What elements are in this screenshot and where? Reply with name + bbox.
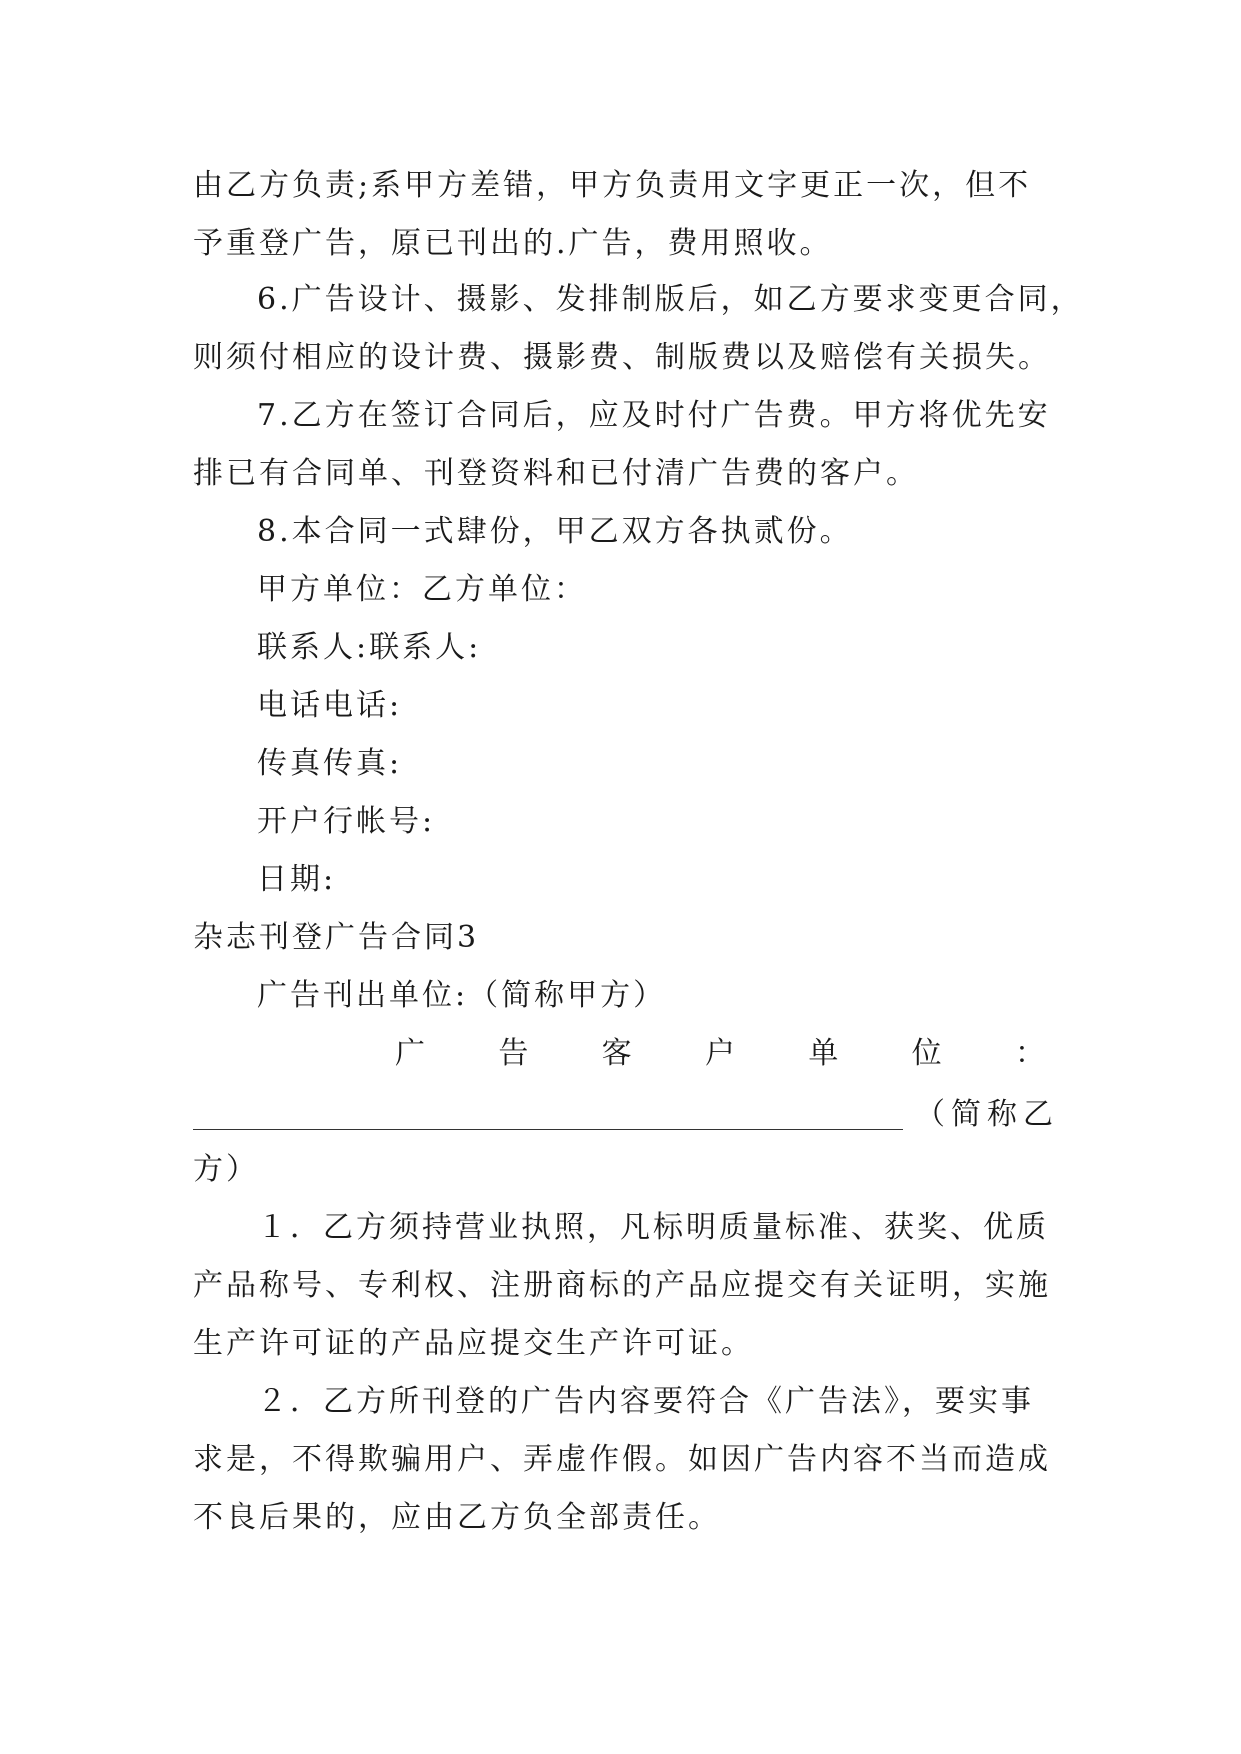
abbreviation-label: （简称乙	[915, 1097, 1059, 1132]
paragraph-line: 则须付相应的设计费、摄影费、制版费以及赔偿有关损失。	[193, 340, 1051, 375]
client-unit-char: 位	[911, 1036, 942, 1071]
client-unit-blank-row	[193, 1095, 1059, 1135]
client-unit-char: 广	[395, 1036, 425, 1071]
client-unit-char: 客	[601, 1036, 632, 1071]
paragraph-line: 求是，不得欺骗用户、弄虚作假。如因广告内容不当而造成	[193, 1442, 1051, 1477]
fill-in-blank-line	[193, 1129, 903, 1130]
fax-line: 传真传真:	[257, 746, 403, 781]
paragraph-line: 排已有合同单、刊登资料和已付清广告费的客户。	[193, 456, 919, 491]
client-unit-char: 单	[808, 1036, 839, 1071]
party-unit-line: 甲方单位：乙方单位：	[257, 572, 587, 607]
client-unit-line	[395, 1034, 1045, 1074]
clause-6-line: 6.广告设计、摄影、发排制版后，如乙方要求变更合同，	[257, 282, 1084, 317]
paragraph-line: 不良后果的，应由乙方负全部责任。	[193, 1500, 721, 1535]
paragraph-line: 产品称号、专利权、注册商标的产品应提交有关证明，实施	[193, 1268, 1051, 1303]
paragraph-line: 由乙方负责;系甲方差错，甲方负责用文字更正一次，但不	[193, 168, 1032, 203]
paragraph-line: 方）	[193, 1152, 259, 1187]
client-unit-char: ：	[1014, 1036, 1045, 1071]
date-line: 日期:	[257, 862, 337, 897]
clause-1-line: １．乙方须持营业执照，凡标明质量标准、获奖、优质	[257, 1210, 1049, 1245]
phone-line: 电话电话:	[257, 688, 403, 723]
paragraph-line: 予重登广告，原已刊出的.广告，费用照收。	[193, 226, 833, 261]
paragraph-line: 生产许可证的产品应提交生产许可证。	[193, 1326, 754, 1361]
client-unit-char: 告	[498, 1036, 529, 1071]
clause-2-line: ２．乙方所刊登的广告内容要符合《广告法》，要实事	[257, 1384, 1034, 1419]
section-title: 杂志刊登广告合同3	[193, 920, 480, 955]
clause-7-line: 7.乙方在签订合同后，应及时付广告费。甲方将优先安	[257, 398, 1051, 433]
publisher-unit-line: 广告刊出单位:（简称甲方）	[257, 978, 667, 1013]
client-unit-char: 户	[704, 1036, 735, 1071]
clause-8-line: 8.本合同一式肆份，甲乙双方各执贰份。	[257, 514, 853, 549]
bank-account-line: 开户行帐号:	[257, 804, 436, 839]
contact-line: 联系人:联系人:	[257, 630, 482, 665]
